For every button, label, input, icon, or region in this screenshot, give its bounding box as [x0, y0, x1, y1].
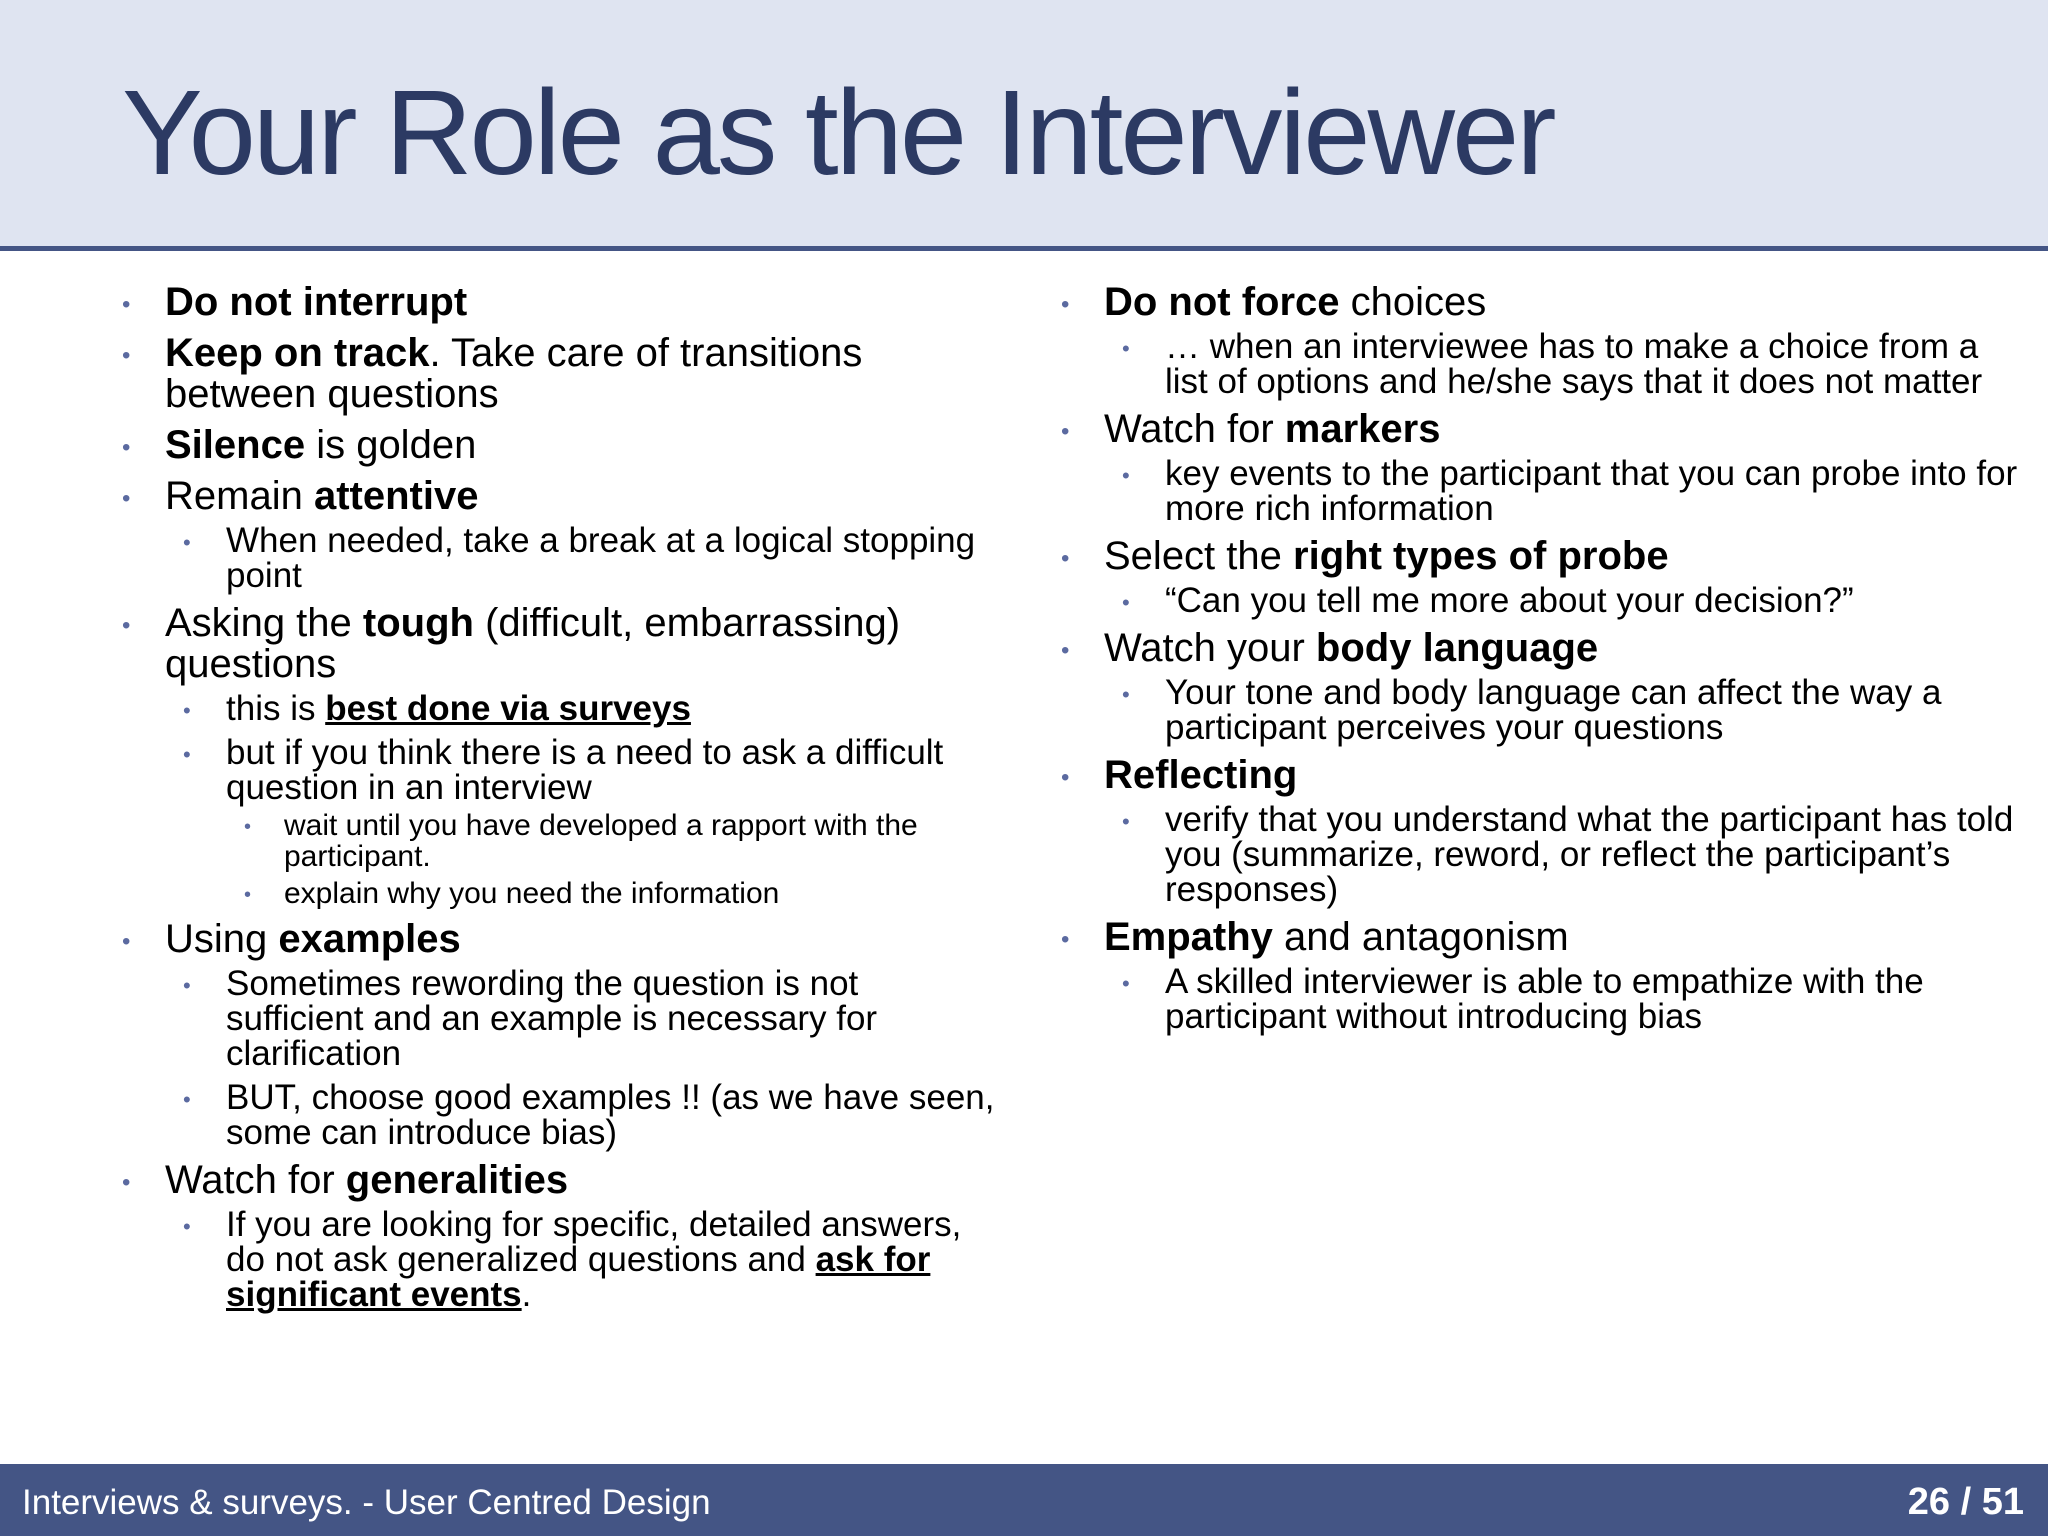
bullet-dot-icon: •	[183, 530, 191, 555]
bullet-body-language	[1061, 628, 2021, 745]
bullet-text: Do not interrupt	[165, 280, 468, 324]
bullet-dot-icon: •	[1061, 418, 1070, 445]
bullet-do-not-interrupt	[122, 282, 1002, 323]
sub-bullet-text: verify that you understand what the participant has told you (summarize, reword, or reflect the participant’s responses)	[1165, 800, 2014, 909]
bullet-probe-types	[1061, 536, 2021, 618]
bullet-bold-text: right types of probe	[1293, 534, 1669, 578]
bullet-bold-text: generalities	[345, 1158, 569, 1202]
bullet-dot-icon: •	[1061, 637, 1070, 664]
sub-bullet-text: this is	[226, 689, 326, 728]
sub-bullet-probe-example	[1122, 583, 2021, 618]
bullet-dot-icon: •	[183, 1087, 191, 1112]
bullet-bold-text: Silence	[165, 423, 306, 467]
slide-footer	[0, 1464, 2048, 1536]
sub-list	[183, 966, 1002, 1150]
sub-bullet-verify	[1122, 802, 2021, 907]
bullet-bold-text: examples	[278, 917, 461, 961]
bullet-dot-icon: •	[122, 928, 131, 955]
bullet-markers	[1061, 409, 2021, 526]
sub-bullet-text: A skilled interviewer is able to empathize with the participant without introducing bias	[1165, 962, 1924, 1036]
bullet-text: . Take care of transitions between questions	[165, 331, 863, 416]
sub-bullet-text: .	[521, 1275, 532, 1314]
page-number	[1908, 1481, 2024, 1523]
bullet-dot-icon: •	[1122, 336, 1130, 361]
bullet-dot-icon: •	[122, 1169, 131, 1196]
bullet-text: Using	[165, 917, 279, 961]
sub-bullet-text: but if you think there is a need to ask a difficult question in an interview	[226, 733, 944, 807]
sub-bullet-text: BUT, choose good examples !! (as we have seen, some can introduce bias)	[226, 1078, 995, 1152]
sub-bullet-text: “Can you tell me more about your decision?”	[1165, 581, 1854, 620]
bullet-dot-icon: •	[183, 742, 191, 767]
bullet-dot-icon: •	[1061, 291, 1070, 318]
bullet-text: and antagonism	[1272, 915, 1569, 959]
bullet-dot-icon: •	[244, 816, 252, 838]
bullet-bold-text: Do not force	[1104, 280, 1340, 324]
bullet-bold-text: Reflecting	[1104, 753, 1298, 797]
bullet-dot-icon: •	[183, 1214, 191, 1239]
sub-bullet-text: … when an interviewee has to make a choice from a list of options and he/she says that it does not matter	[1165, 327, 1983, 401]
bullet-empathy	[1061, 917, 2021, 1034]
sub-bullet-significant-events	[183, 1207, 1002, 1312]
bullet-text: Watch your	[1104, 626, 1316, 670]
sub-bullet-surveys	[183, 691, 1002, 726]
page-current: 26	[1907, 1481, 1951, 1523]
bullet-text: Asking the	[165, 601, 363, 645]
page-separator: /	[1950, 1481, 1982, 1523]
right-column	[1061, 282, 2021, 1044]
sub-sub-bullet-text: wait until you have developed a rapport with the participant.	[284, 809, 918, 873]
bullet-dot-icon: •	[183, 698, 191, 723]
bullet-do-not-force	[1061, 282, 2021, 399]
sub-sub-bullet-rapport	[244, 810, 1002, 872]
bullet-keep-on-track	[122, 333, 1002, 415]
bullet-generalities	[122, 1160, 1002, 1312]
bullet-text: (difficult, embarrassing) questions	[165, 601, 901, 686]
sub-bullet-good-examples	[183, 1080, 1002, 1150]
underlined-emphasis: ask for significant events	[226, 1240, 931, 1314]
bullet-dot-icon: •	[1061, 764, 1070, 791]
sub-list	[1122, 583, 2021, 618]
bullet-dot-icon: •	[122, 485, 131, 512]
underlined-emphasis: best done via surveys	[325, 689, 691, 728]
sub-list	[183, 1207, 1002, 1312]
bullet-dot-icon: •	[1061, 545, 1070, 572]
sub-bullet-take-break	[183, 523, 1002, 593]
sub-bullet-text: key events to the participant that you can probe into for more rich information	[1165, 454, 2018, 528]
sub-bullet-text: Sometimes rewording the question is not sufficient and an example is necessary for clarification	[226, 964, 878, 1073]
bullet-text: Watch for	[165, 1158, 346, 1202]
bullet-dot-icon: •	[122, 291, 131, 318]
bullet-bold-text: markers	[1284, 407, 1441, 451]
sub-list	[1122, 675, 2021, 745]
bullet-bold-text: body language	[1315, 626, 1599, 670]
bullet-text: choices	[1339, 280, 1487, 324]
sub-bullet-text: Your tone and body language can affect the way a participant perceives your questions	[1165, 673, 1942, 747]
bullet-bold-text: Empathy	[1104, 915, 1273, 959]
bullet-bold-text: tough	[362, 601, 474, 645]
bullet-silence	[122, 425, 1002, 466]
bullet-dot-icon: •	[183, 973, 191, 998]
bullet-dot-icon: •	[122, 434, 131, 461]
slide-title: Your Role as the Interviewer	[122, 64, 1554, 200]
bullet-bold-text: attentive	[313, 474, 479, 518]
sub-sub-bullet-text: explain why you need the information	[284, 877, 780, 910]
bullet-dot-icon: •	[244, 884, 252, 906]
sub-bullet-text: When needed, take a break at a logical stopping point	[226, 521, 976, 595]
bullet-dot-icon: •	[1122, 971, 1130, 996]
sub-bullet-skilled	[1122, 964, 2021, 1034]
slide-header	[0, 0, 2048, 251]
sub-bullet-rewording	[183, 966, 1002, 1071]
sub-sub-list	[244, 810, 1002, 909]
bullet-asking-tough	[122, 603, 1002, 909]
bullet-dot-icon: •	[122, 612, 131, 639]
bullet-remain-attentive	[122, 476, 1002, 593]
footer-course-title: Interviews & surveys. - User Centred Design	[22, 1483, 711, 1522]
sub-bullet-text: If you are looking for specific, detailed answers, do not ask generalized questions and	[226, 1205, 962, 1279]
sub-bullet-choice	[1122, 329, 2021, 399]
bullet-dot-icon: •	[1122, 463, 1130, 488]
left-column	[122, 282, 1002, 1322]
page-total: 51	[1981, 1481, 2024, 1523]
sub-list	[183, 691, 1002, 909]
bullet-dot-icon: •	[1122, 590, 1130, 615]
sub-list	[1122, 802, 2021, 907]
bullet-dot-icon: •	[1122, 809, 1130, 834]
bullet-text: Watch for	[1104, 407, 1285, 451]
bullet-dot-icon: •	[122, 342, 131, 369]
left-bullet-list	[122, 282, 1002, 1312]
bullet-dot-icon: •	[1122, 682, 1130, 707]
bullet-text: is golden	[305, 423, 477, 467]
sub-bullet-key-events	[1122, 456, 2021, 526]
bullet-text: Remain	[165, 474, 314, 518]
sub-bullet-difficult-question	[183, 735, 1002, 909]
bullet-dot-icon: •	[1061, 926, 1070, 953]
sub-list	[1122, 964, 2021, 1034]
sub-list	[1122, 329, 2021, 399]
bullet-bold-text: Keep on track	[165, 331, 430, 375]
sub-list	[1122, 456, 2021, 526]
bullet-reflecting	[1061, 755, 2021, 907]
sub-bullet-tone	[1122, 675, 2021, 745]
right-bullet-list	[1061, 282, 2021, 1034]
sub-sub-bullet-explain	[244, 878, 1002, 909]
bullet-using-examples	[122, 919, 1002, 1150]
sub-list	[183, 523, 1002, 593]
bullet-text: Select the	[1104, 534, 1294, 578]
